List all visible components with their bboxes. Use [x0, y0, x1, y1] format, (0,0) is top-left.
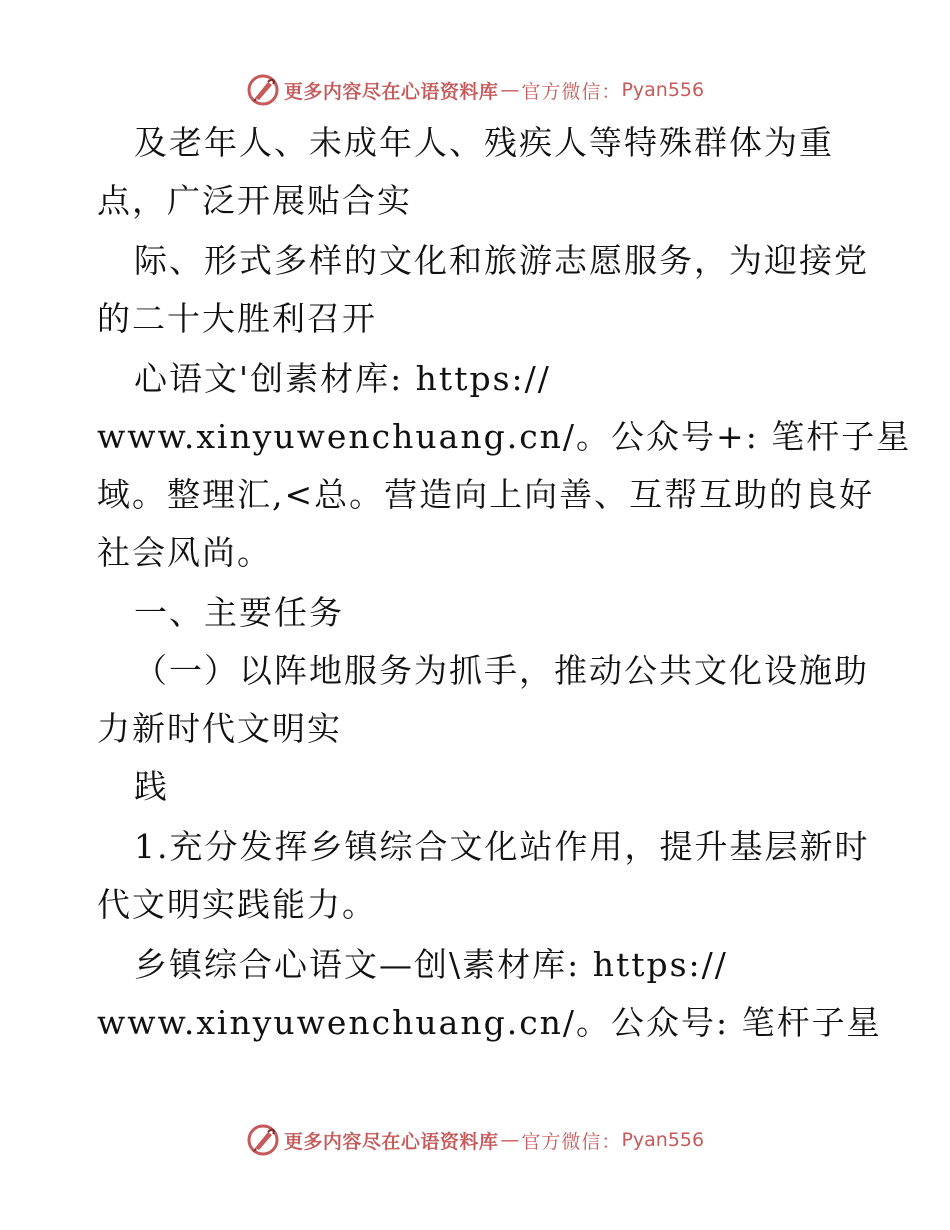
- header-separator: —: [500, 79, 520, 101]
- text-line-5: 心语文'创素材库: https://: [134, 359, 551, 398]
- footer-separator: —: [500, 1129, 520, 1151]
- text-line-6: www.xinyuwenchuang.cn/。公众号+: 笔杆子星: [97, 417, 912, 456]
- footer-wechat-id: Pyan556: [621, 1129, 705, 1151]
- subsection-heading-1: （一）以阵地服务为抓手，推动公共文化设施助: [134, 651, 869, 690]
- footer-brand-text: 更多内容尽在心语资料库: [283, 1130, 499, 1153]
- footer-wechat-label: 官方微信：: [521, 1130, 622, 1153]
- text-line-3: 际、形式多样的文化和旅游志愿服务，为迎接党: [134, 241, 869, 280]
- section-heading-main-tasks: 一、主要任务: [134, 593, 344, 632]
- header-brand-text: 更多内容尽在心语资料库: [283, 80, 499, 103]
- text-line-8: 社会风尚。: [97, 533, 272, 572]
- feather-pen-logo-icon: [246, 73, 280, 107]
- text-line-1: 及老年人、未成年人、残疾人等特殊群体为重: [134, 123, 834, 162]
- text-line-14: 代文明实践能力。: [97, 885, 377, 924]
- text-line-11: 力新时代文明实: [97, 709, 342, 748]
- text-line-16: www.xinyuwenchuang.cn/。公众号: 笔杆子星: [97, 1003, 882, 1042]
- text-line-12: 践: [134, 767, 169, 806]
- text-line-7: 域。整理汇,<总。营造向上向善、互帮互助的良好: [97, 475, 875, 514]
- header-wechat-id: Pyan556: [621, 79, 705, 101]
- header-watermark-banner: [0, 70, 950, 110]
- text-line-2: 点，广泛开展贴合实: [97, 181, 412, 220]
- footer-watermark-banner: [0, 1120, 950, 1160]
- list-item-1: 1.充分发挥乡镇综合文化站作用，提升基层新时: [134, 827, 870, 866]
- text-line-15: 乡镇综合心语文—创\素材库: https://: [134, 945, 728, 984]
- text-line-4: 的二十大胜利召开: [97, 299, 377, 338]
- feather-pen-logo-icon: [246, 1123, 280, 1157]
- header-wechat-label: 官方微信：: [521, 80, 622, 103]
